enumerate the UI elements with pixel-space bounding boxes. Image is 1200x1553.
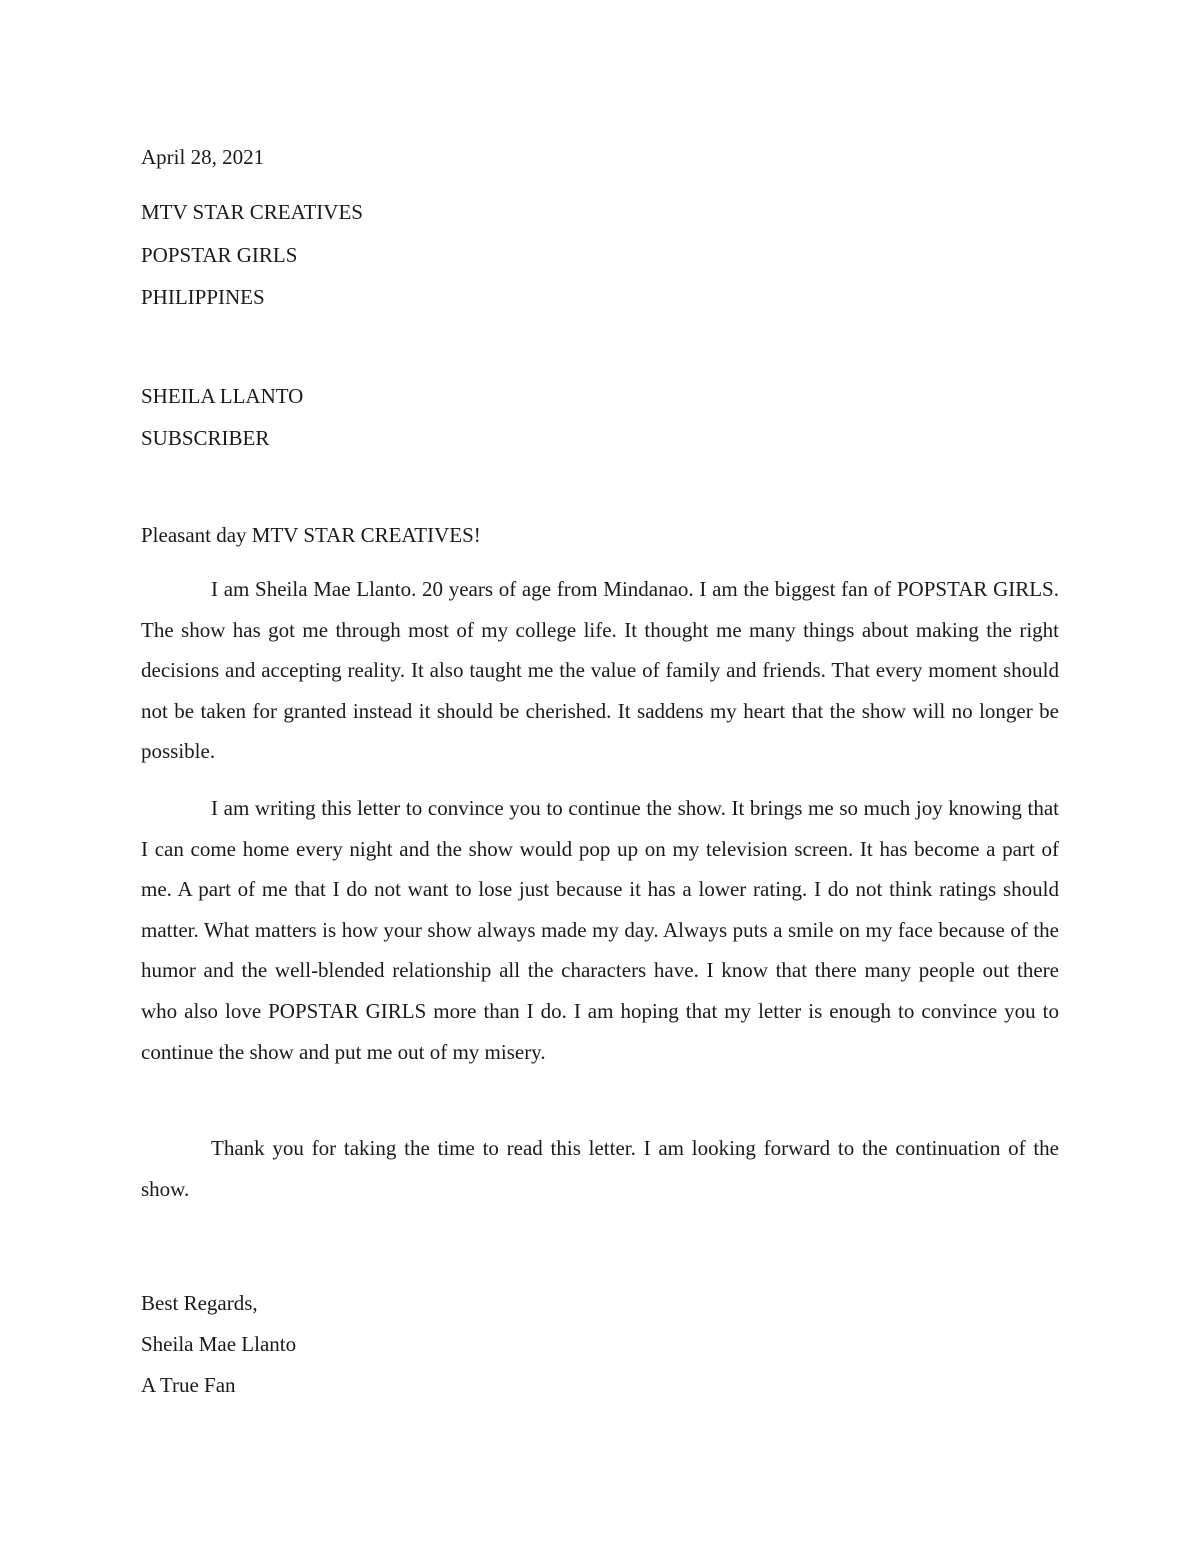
recipient-line-1: MTV STAR CREATIVES	[141, 200, 363, 224]
closing-title: A True Fan	[141, 1373, 236, 1397]
recipient-line-2: POPSTAR GIRLS	[141, 243, 298, 267]
closing-name: Sheila Mae Llanto	[141, 1332, 297, 1356]
closing-valediction: Best Regards,	[141, 1291, 258, 1315]
letter-date: April 28, 2021	[141, 145, 265, 169]
salutation: Pleasant day MTV STAR CREATIVES!	[141, 523, 481, 547]
body-paragraph-1: I am Sheila Mae Llanto. 20 years of age from Mindanao. I am the biggest fan of POPSTAR GIRLS. The show has got me through most of my college life. It thought me many things about making the right decisions and accepting reality. It also taught me the value of family and friends. That every moment should not be taken for granted instead it should be cherished. It saddens my heart that the show will no longer be possible.	[141, 577, 1059, 764]
body-paragraph-2: I am writing this letter to convince you to continue the show. It brings me so much joy knowing that I can come home every night and the show would pop up on my television screen. It has become a part of me. A part of me that I do not want to lose just because it has a lower rating. I do not think ratings should matter. What matters is how your show always made my day. Always puts a smile on my face because of the humor and the well-blended relationship all the characters have. I know that there many people out there who also love POPSTAR GIRLS more than I do. I am hoping that my letter is enough to convince you to continue the show and put me out of my misery.	[141, 796, 1059, 1064]
recipient-line-3: PHILIPPINES	[141, 285, 265, 309]
sender-name: SHEILA LLANTO	[141, 384, 304, 408]
sender-role: SUBSCRIBER	[141, 426, 270, 450]
body-paragraph-3: Thank you for taking the time to read this letter. I am looking forward to the continuation of the show.	[141, 1136, 1059, 1201]
